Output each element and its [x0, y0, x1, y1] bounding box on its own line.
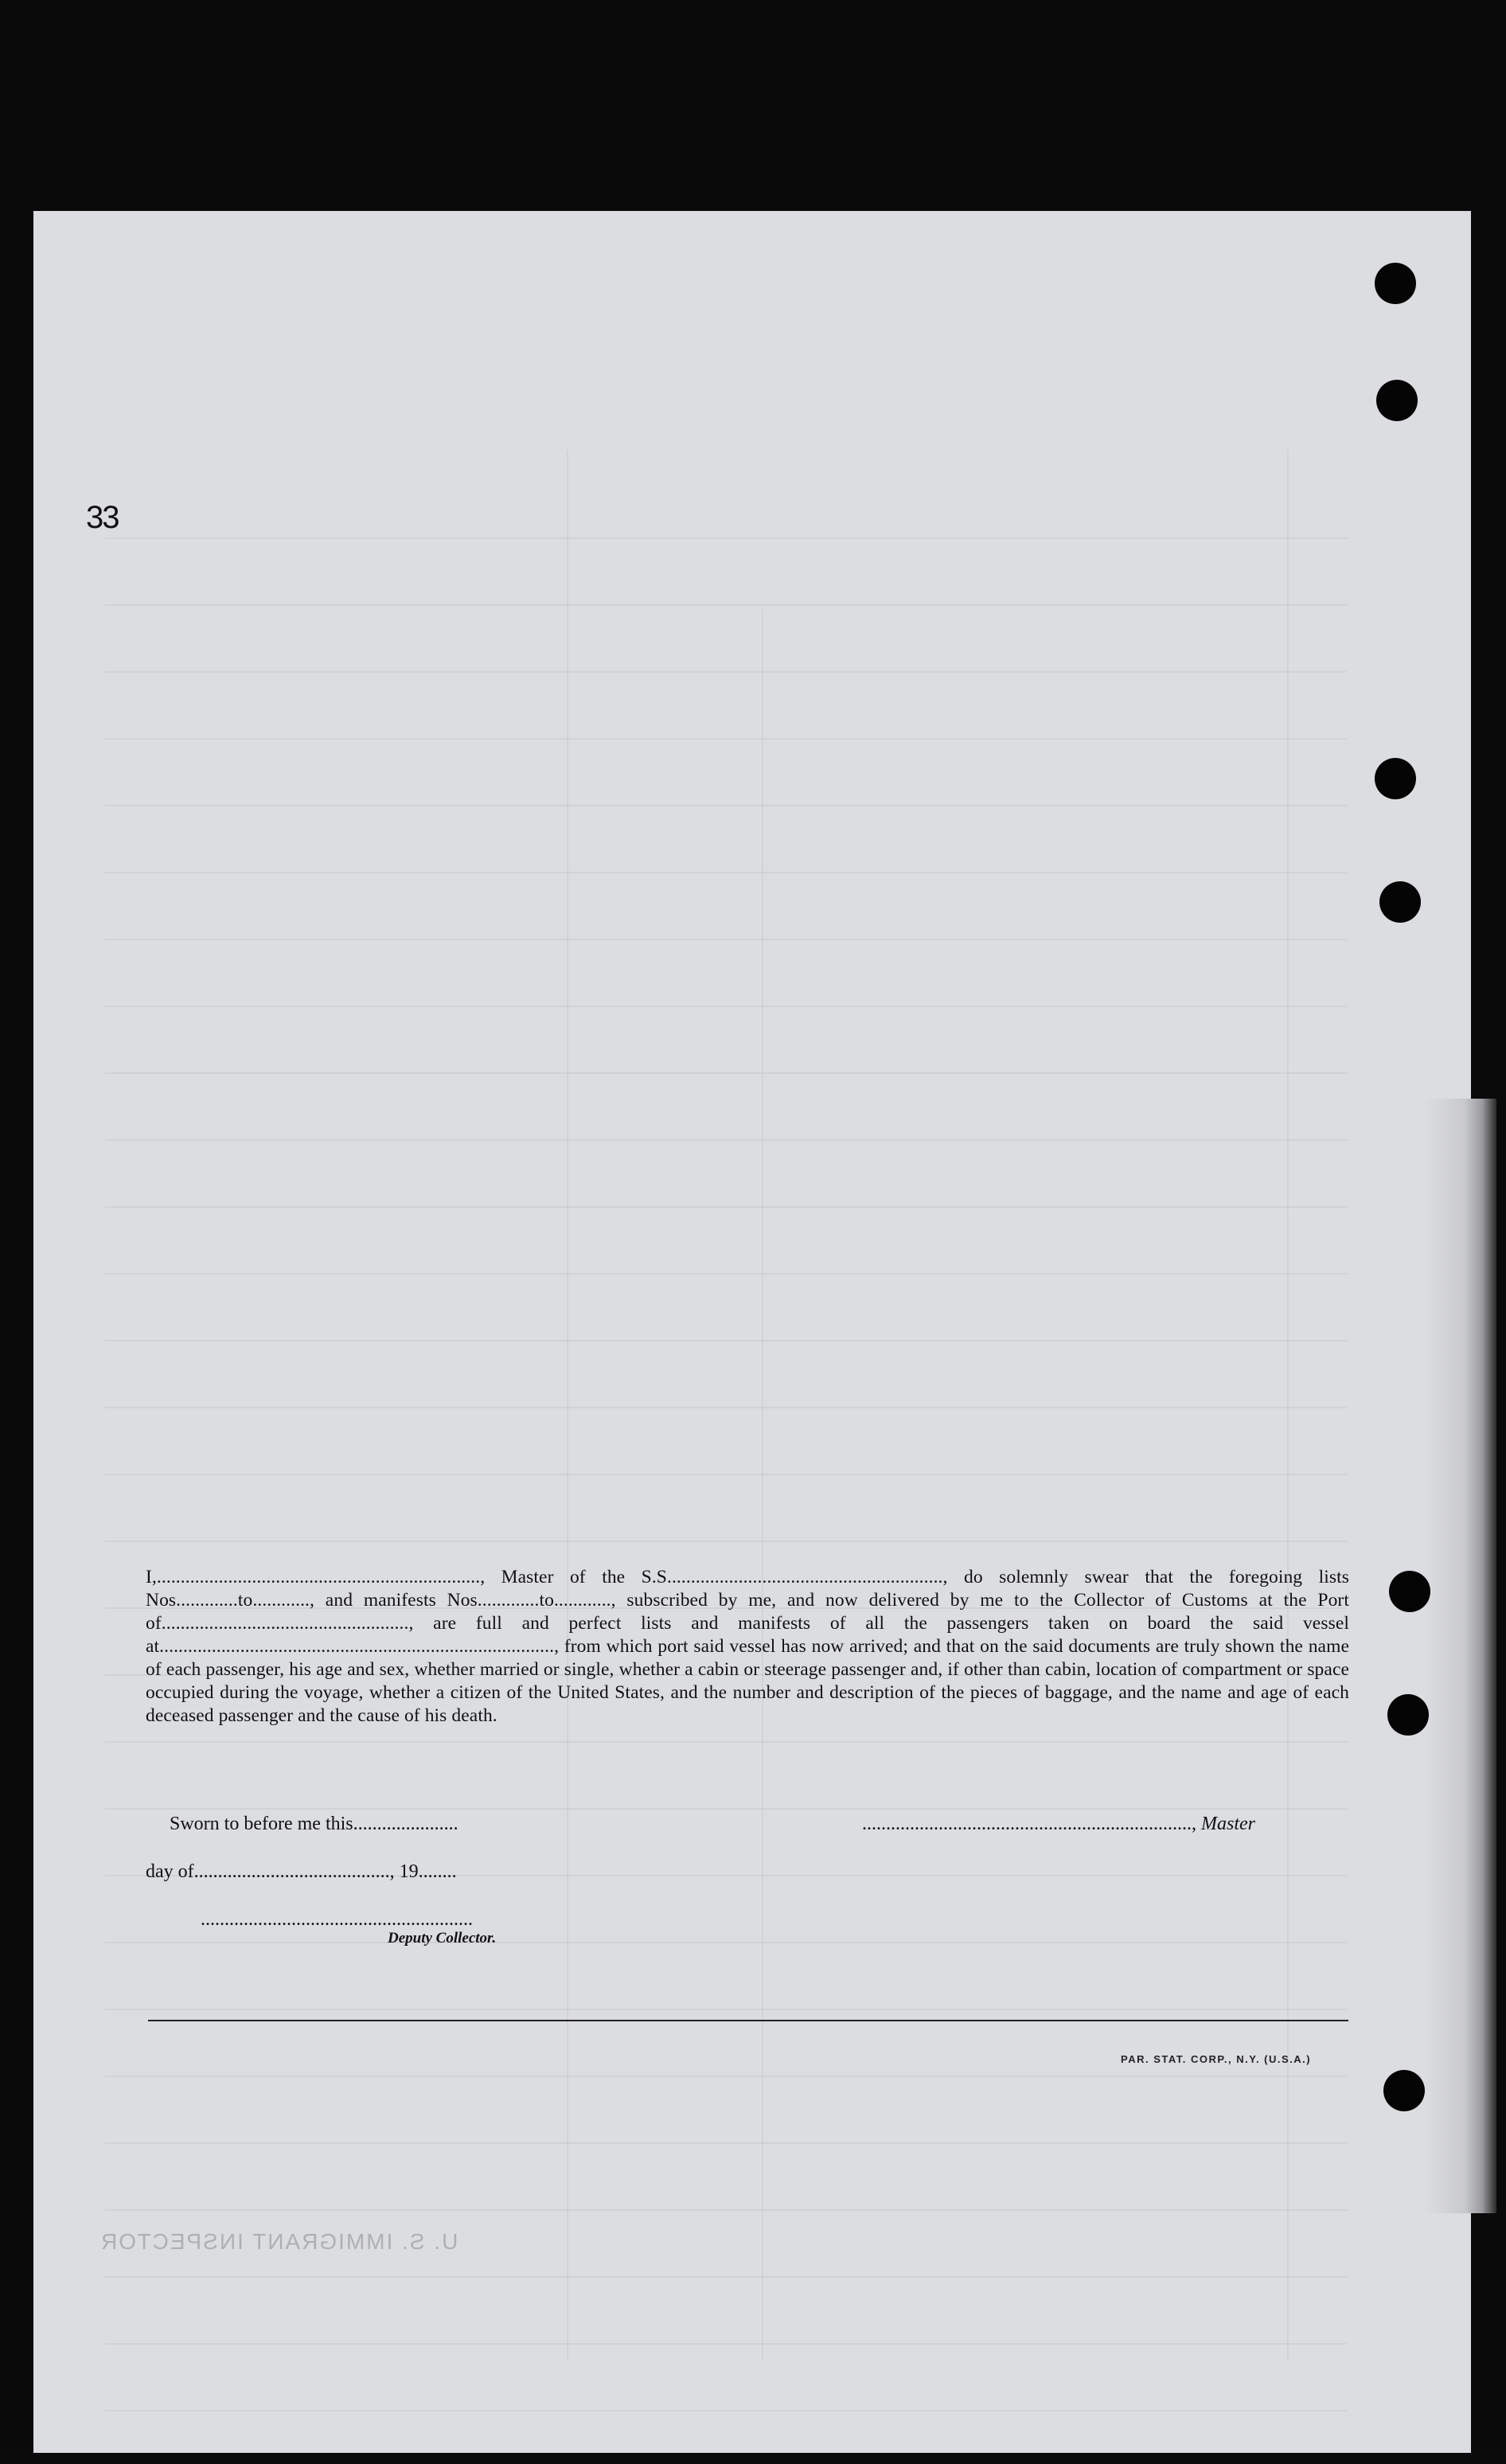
inspector-stamp-reversed: U. S. IMMIGRANT INSPECTOR	[99, 2229, 458, 2254]
sworn-before-line: Sworn to before me this......................	[170, 1814, 458, 1834]
show-through-column	[567, 450, 568, 2361]
punch-hole	[1379, 881, 1421, 923]
punch-hole	[1375, 263, 1416, 304]
show-through-lines	[105, 474, 1347, 2464]
show-through-column	[1287, 450, 1289, 2361]
deputy-signature-line: .........................................................	[201, 1909, 473, 1930]
horizontal-rule	[148, 2020, 1348, 2021]
day-of-line: day of........................................., 19........	[146, 1861, 457, 1882]
punch-hole	[1376, 380, 1418, 421]
page-edge-curl	[1425, 1099, 1496, 2213]
master-dots: .....................................................................,	[862, 1814, 1201, 1834]
printer-imprint: PAR. STAT. CORP., N.Y. (U.S.A.)	[1121, 2053, 1312, 2065]
show-through-column	[762, 609, 763, 2361]
margin-mark: 33	[86, 500, 119, 535]
punch-hole	[1387, 1694, 1429, 1736]
punch-hole	[1383, 2070, 1425, 2111]
master-oath-text: I,...................................................................., Master of the S.S.........................................................., do solemnly swear that the foregoing lists Nos.............to............, and manifests Nos.............to............, subscribed by me, and now delivered by me to the Collector of Customs at the Port of...................................................., are full and perfect lists and manifests of all the passengers taken on board the said vessel at..................................................................................., from which port said vessel has now arrived; and that on the said documents are truly shown the name of each passenger, his age and sex, whether married or single, whether a cabin or steerage passenger and, if other than cabin, location of compartment or space occupied during the voyage, whether a citizen of the United States, and the number and description of the pieces of baggage, and the name and age of each deceased passenger and the cause of his death.	[146, 1567, 1349, 1726]
punch-hole	[1389, 1571, 1430, 1612]
deputy-collector-label: Deputy Collector.	[388, 1930, 497, 1947]
master-label: Master	[1201, 1814, 1255, 1834]
master-signature-line	[862, 1814, 1255, 1835]
manifest-page	[33, 211, 1471, 2453]
punch-hole	[1375, 758, 1416, 799]
